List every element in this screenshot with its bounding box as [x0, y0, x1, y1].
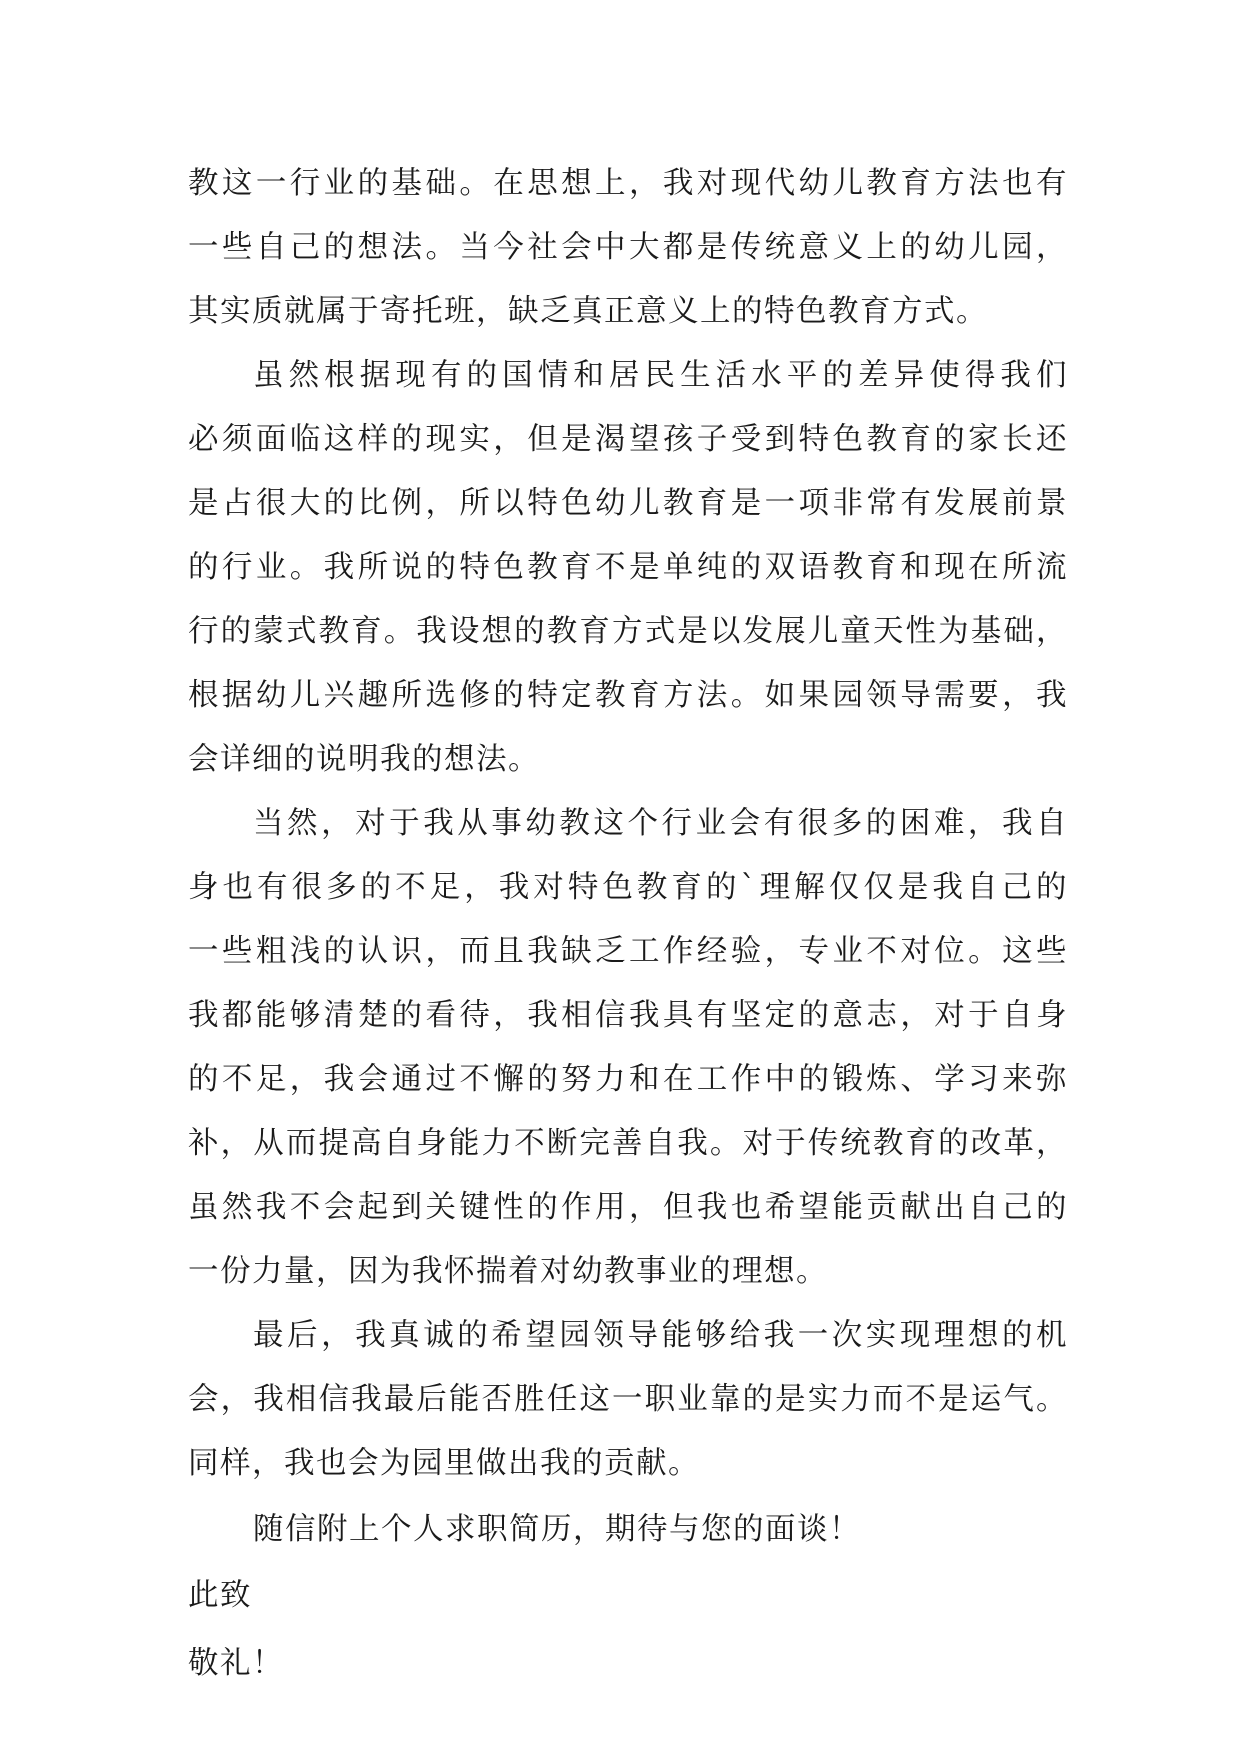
text-line: 身也有很多的不足，我对特色教育的`理解仅仅是我自己的 — [188, 870, 1068, 905]
text-line: 我都能够清楚的看待，我相信我具有坚定的意志，对于自身 — [188, 998, 1068, 1033]
closing-line: 随信附上个人求职简历，期待与您的面谈！ — [253, 1512, 861, 1547]
text-line: 其实质就属于寄托班，缺乏真正意义上的特色教育方式。 — [188, 294, 988, 329]
salutation-line: 敬礼！ — [188, 1646, 284, 1681]
text-line: 补，从而提高自身能力不断完善自我。对于传统教育的改革， — [188, 1126, 1068, 1161]
text-line: 根据幼儿兴趣所选修的特定教育方法。如果园领导需要，我 — [188, 678, 1068, 713]
salutation-line: 此致 — [188, 1578, 252, 1613]
text-line: 的行业。我所说的特色教育不是单纯的双语教育和现在所流 — [188, 550, 1068, 585]
text-line: 是占很大的比例，所以特色幼儿教育是一项非常有发展前景 — [188, 486, 1068, 521]
text-line: 一些自己的想法。当今社会中大都是传统意义上的幼儿园， — [188, 230, 1068, 265]
text-line: 当然，对于我从事幼教这个行业会有很多的困难，我自 — [253, 806, 1068, 841]
text-line: 教这一行业的基础。在思想上，我对现代幼儿教育方法也有 — [188, 166, 1068, 201]
text-line: 虽然我不会起到关键性的作用，但我也希望能贡献出自己的 — [188, 1190, 1068, 1225]
text-line: 会，我相信我最后能否胜任这一职业靠的是实力而不是运气。 — [188, 1382, 1068, 1417]
text-line: 最后，我真诚的希望园领导能够给我一次实现理想的机 — [253, 1318, 1068, 1353]
text-line: 一份力量，因为我怀揣着对幼教事业的理想。 — [188, 1254, 828, 1289]
text-line: 同样，我也会为园里做出我的贡献。 — [188, 1446, 700, 1481]
text-line: 一些粗浅的认识，而且我缺乏工作经验，专业不对位。这些 — [188, 934, 1068, 969]
text-line: 虽然根据现有的国情和居民生活水平的差异使得我们 — [253, 358, 1068, 393]
text-line: 会详细的说明我的想法。 — [188, 742, 540, 777]
text-line: 必须面临这样的现实，但是渴望孩子受到特色教育的家长还 — [188, 422, 1068, 457]
text-line: 的不足，我会通过不懈的努力和在工作中的锻炼、学习来弥 — [188, 1062, 1068, 1097]
text-line: 行的蒙式教育。我设想的教育方式是以发展儿童天性为基础， — [188, 614, 1068, 649]
